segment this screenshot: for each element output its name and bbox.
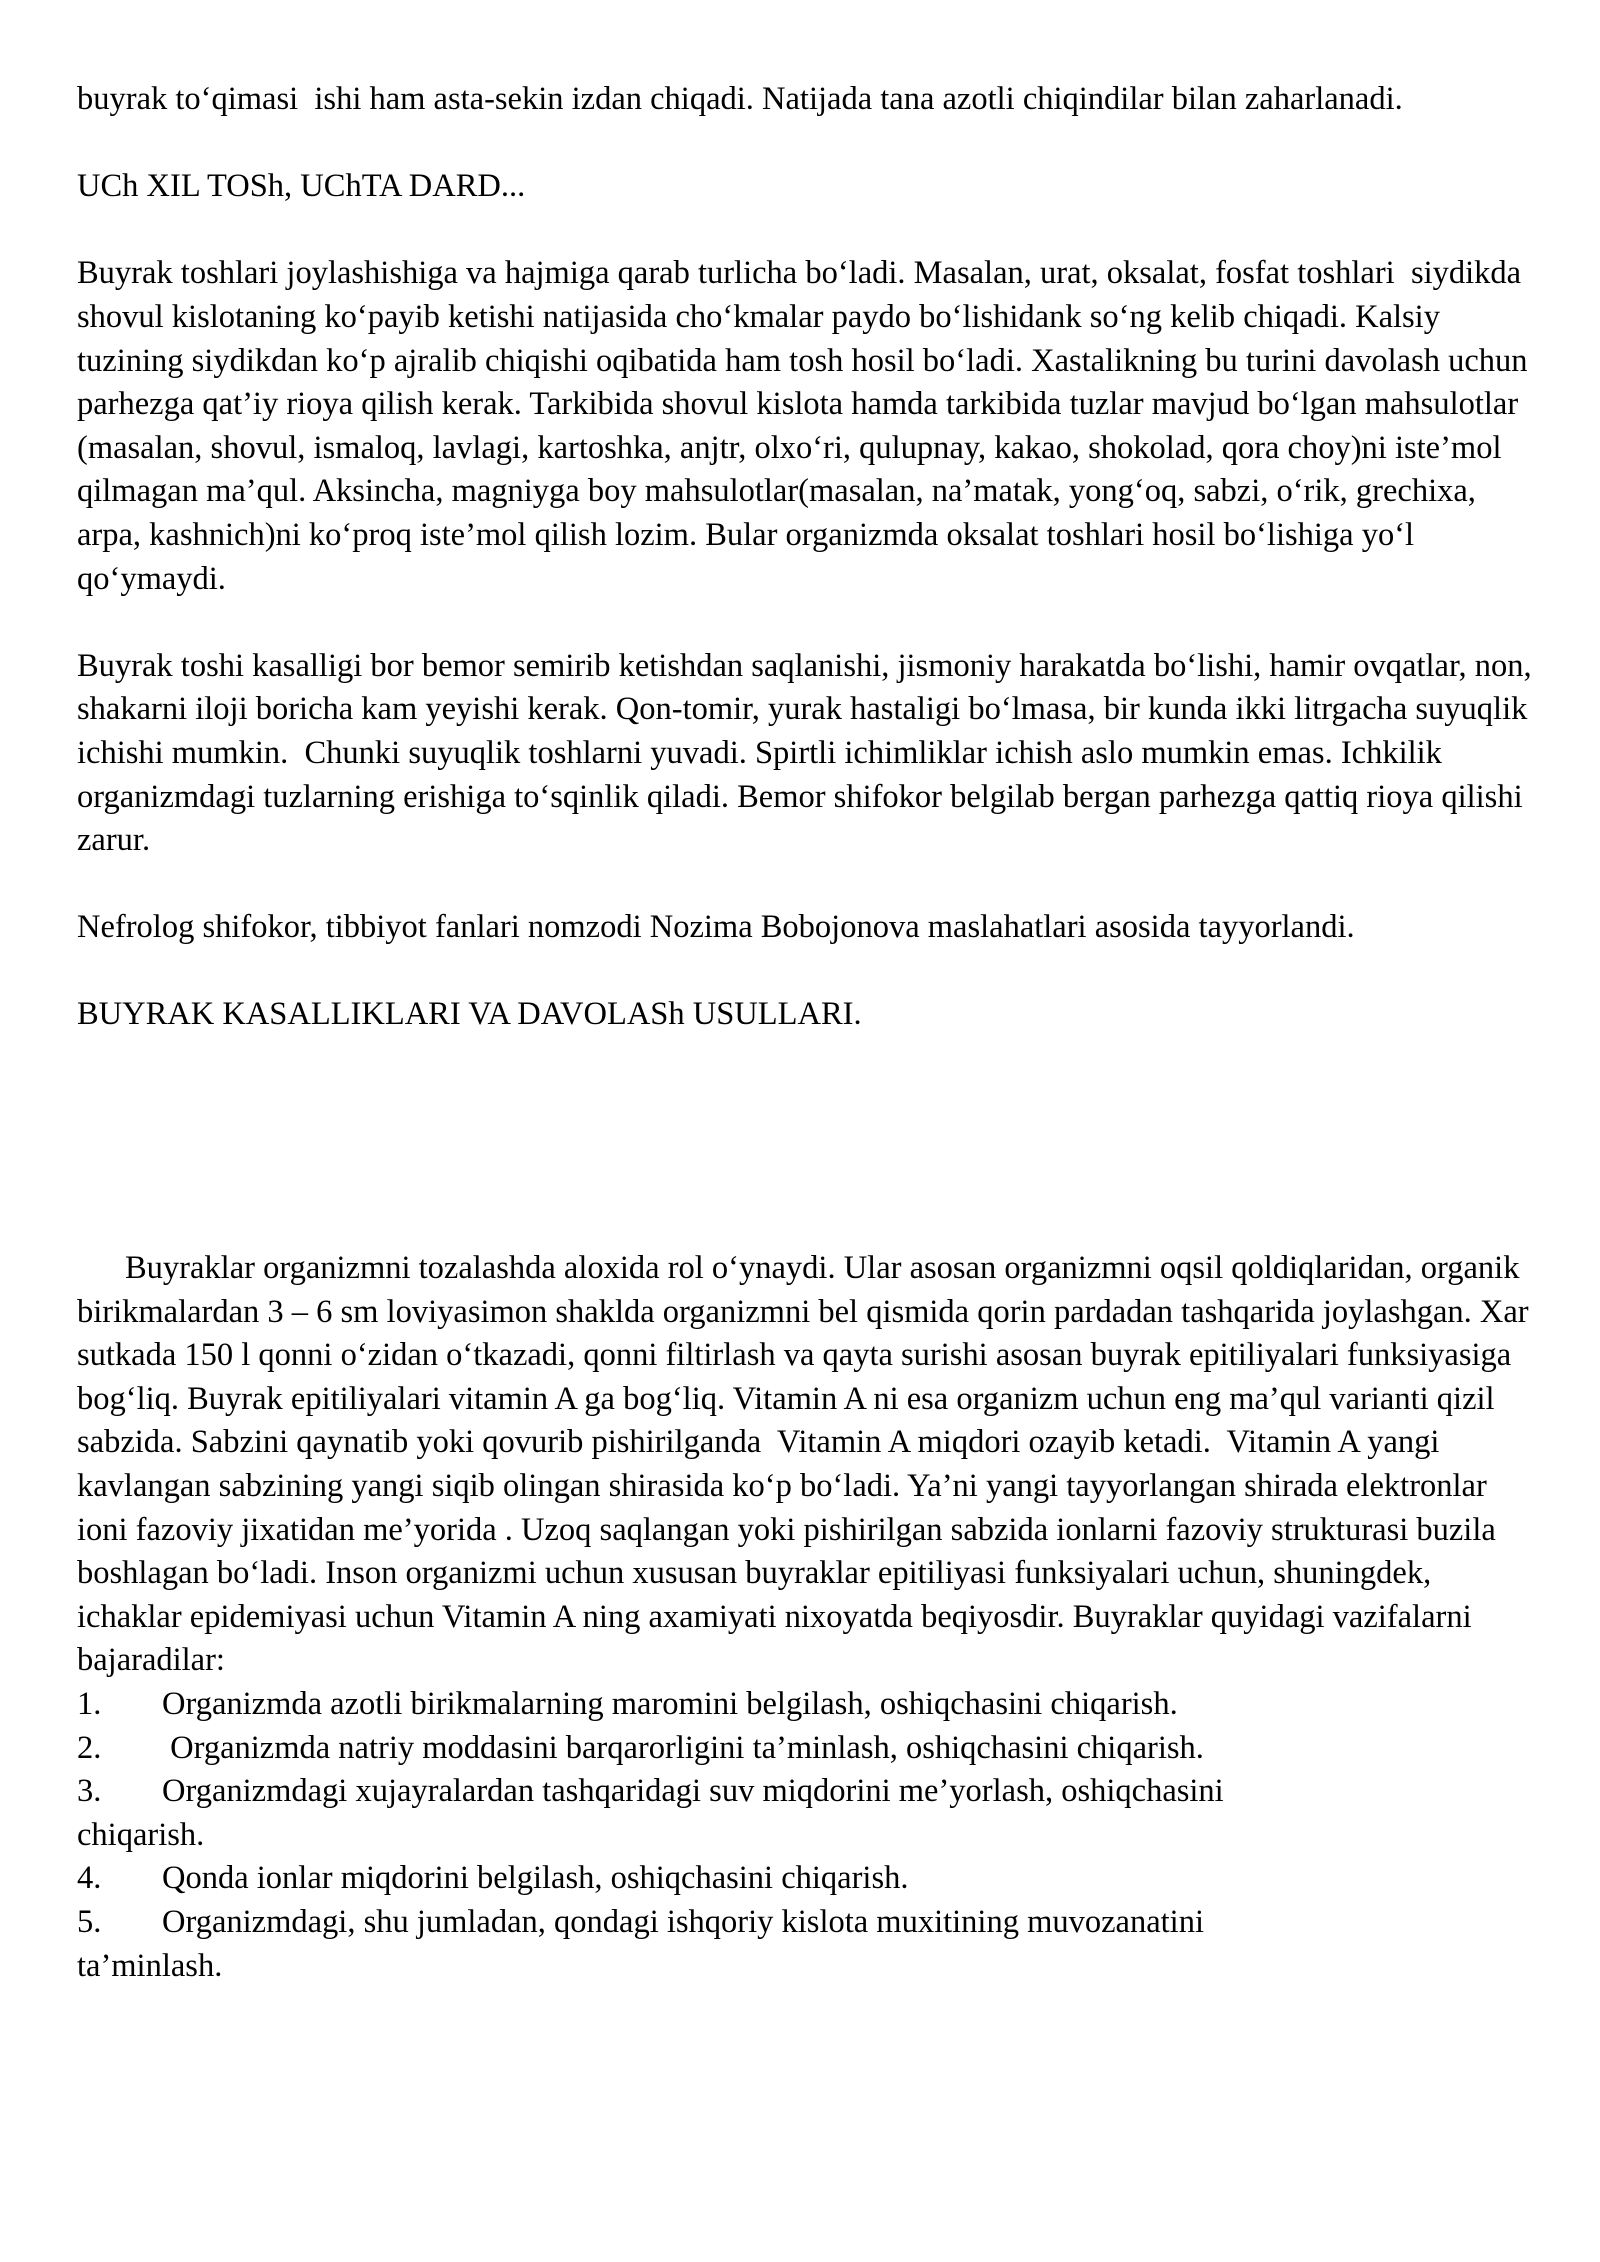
list-continuation: chiqarish. (77, 1816, 205, 1853)
paragraph-kidney-function: Buyraklar organizmni tozalashda aloxida rol o‘ynaydi. Ular asosan organizmni oqsil qoldiqlaridan, organik birikmalardan 3 – 6 sm loviyasimon shakldа organizmni bel qismida qorin pardadan tashqarida joylashgan. Xar sutkada 150 l qonni o‘zidan o‘tkazadi, qonni filtirlash va qayta surishi asosan buyrak epitiliyalari funksiyasiga bog‘liq. Buyrak epitiliyalari vitamin A ga bog‘liq. Vitamin A ni esa organizm uchun eng ma’qul varianti qizil sabzida. Sabzini qaynatib yoki qovurib pishirilganda Vitamin A miqdori ozayib ketadi. Vitamin A yangi kavlangan sabzining yangi siqib olingan shirasida ko‘p bo‘ladi. Ya’ni yangi tayyorlangan shirada elektronlar ioni fazoviy jixatidan me’yorida . Uzoq saqlangan yoki pishirilgan sabzida ionlarni fazoviy strukturasi buzila boshlagan bo‘ladi. Inson organizmi uchun xususan buyraklar epitiliyasi funksiyalari uchun, shuningdek, ichaklar epidemiyasi uchun Vitamin A ning axamiyati nixoyatda beqiyosdir. Buyraklar quyidagi vazifalarni bajaradilar: (77, 1250, 1537, 1679)
list-item (77, 1727, 1537, 1771)
list-item (77, 1857, 1537, 1901)
paragraph-intro: buyrak to‘qimasi ishi ham asta-sekin izdan chiqadi. Natijada tana azotli chiqindilar bilan zaharlanadi. (77, 81, 1403, 117)
paragraph-stone-types: Buyrak toshlari joylashishiga va hajmiga qarab turlicha bo‘ladi. Masalan, urat, oksalat, fosfat toshlari siydikda shovul kislotaning ko‘payib ketishi natijasida cho‘kmalar paydo bo‘lishidank so‘ng kelib chiqadi. Kalsiy tuzining siydikdan ko‘p ajralib chiqishi oqibatida ham tosh hosil bo‘ladi. Xastalikning bu turini davolash uchun parhezga qat’iy rioya qilish kerak. Tarkibida shovul kislota hamda tarkibida tuzlar mavjud bo‘lgan mahsulotlar (masalan, shovul, ismaloq, lavlagi, kartoshka, anjtr, olxo‘ri, qulupnay, kakao, shokolad, qora choy)ni iste’mol qilmagan ma’qul. Aksincha, magniyga boy mahsulotlar(masalan, na’matak, yong‘oq, sabzi, o‘rik, grechixa, arpa, kashnich)ni ko‘proq iste’mol qilish lozim. Bular organizmda oksalat toshlari hosil bo‘lishiga yo‘l qo‘ymaydi. (77, 255, 1536, 597)
list-number: 3. (77, 1773, 102, 1810)
list-continuation: ta’minlash. (77, 1947, 223, 1984)
section-heading-stones: UCh XIL TOSh, UChTA DARD... (77, 168, 526, 205)
list-text: Organizmda azotli birikmalarning maromini belgilash, oshiqchasini chiqarish. (162, 1686, 1178, 1722)
list-text: Qonda ionlar miqdorini belgilash, oshiqchasini chiqarish. (162, 1860, 909, 1897)
list-item (77, 1770, 1537, 1814)
paragraph-author-credit: Nefrolog shifokor, tibbiyot fanlari nomzodi Nozima Bobojonova maslahatlari asosida tayyorlandi. (77, 909, 1355, 946)
document-page (77, 78, 1540, 1988)
section-heading-kidney-diseases: BUYRAK KASALLIKLARI VA DAVOLASh USULLARI. (77, 996, 862, 1033)
list-number: 4. (77, 1860, 102, 1897)
list-item (77, 1901, 1537, 1945)
function-list (77, 1683, 1537, 1988)
list-number: 5. (77, 1903, 102, 1940)
list-text: Organizmda natriy moddasini barqarorligini ta’minlash, oshiqchasini chiqarish. (162, 1729, 1204, 1766)
list-item (77, 1683, 1537, 1727)
paragraph-patient-advice: Buyrak toshi kasalligi bor bemor semirib ketishdan saqlanishi, jismoniy harakatda bo‘lishi, hamir ovqatlar, non, shakarni iloji boricha kam yeyishi kerak. Qon-tomir, yurak hastaligi bo‘lmasa, bir kunda ikki litrgacha suyuqlik ichishi mumkin. Chunki suyuqlik toshlarni yuvadi. Spirtli ichimliklar ichish aslo mumkin emas. Ichkilik organizmdagi tuzlarning erishiga to‘sqinlik qiladi. Bemor shifokor belgilab bergan parhezga qattiq rioya qilishi zarur. (77, 647, 1540, 859)
list-text: Organizmdagi, shu jumladan, qondagi ishqoriy kislota muxitining muvozanatini (162, 1903, 1204, 1940)
list-number: 1. (77, 1686, 102, 1722)
list-text: Organizmdagi xujayralardan tashqaridagi suv miqdorini me’yorlash, oshiqchasini (162, 1773, 1224, 1810)
list-number: 2. (77, 1729, 102, 1766)
